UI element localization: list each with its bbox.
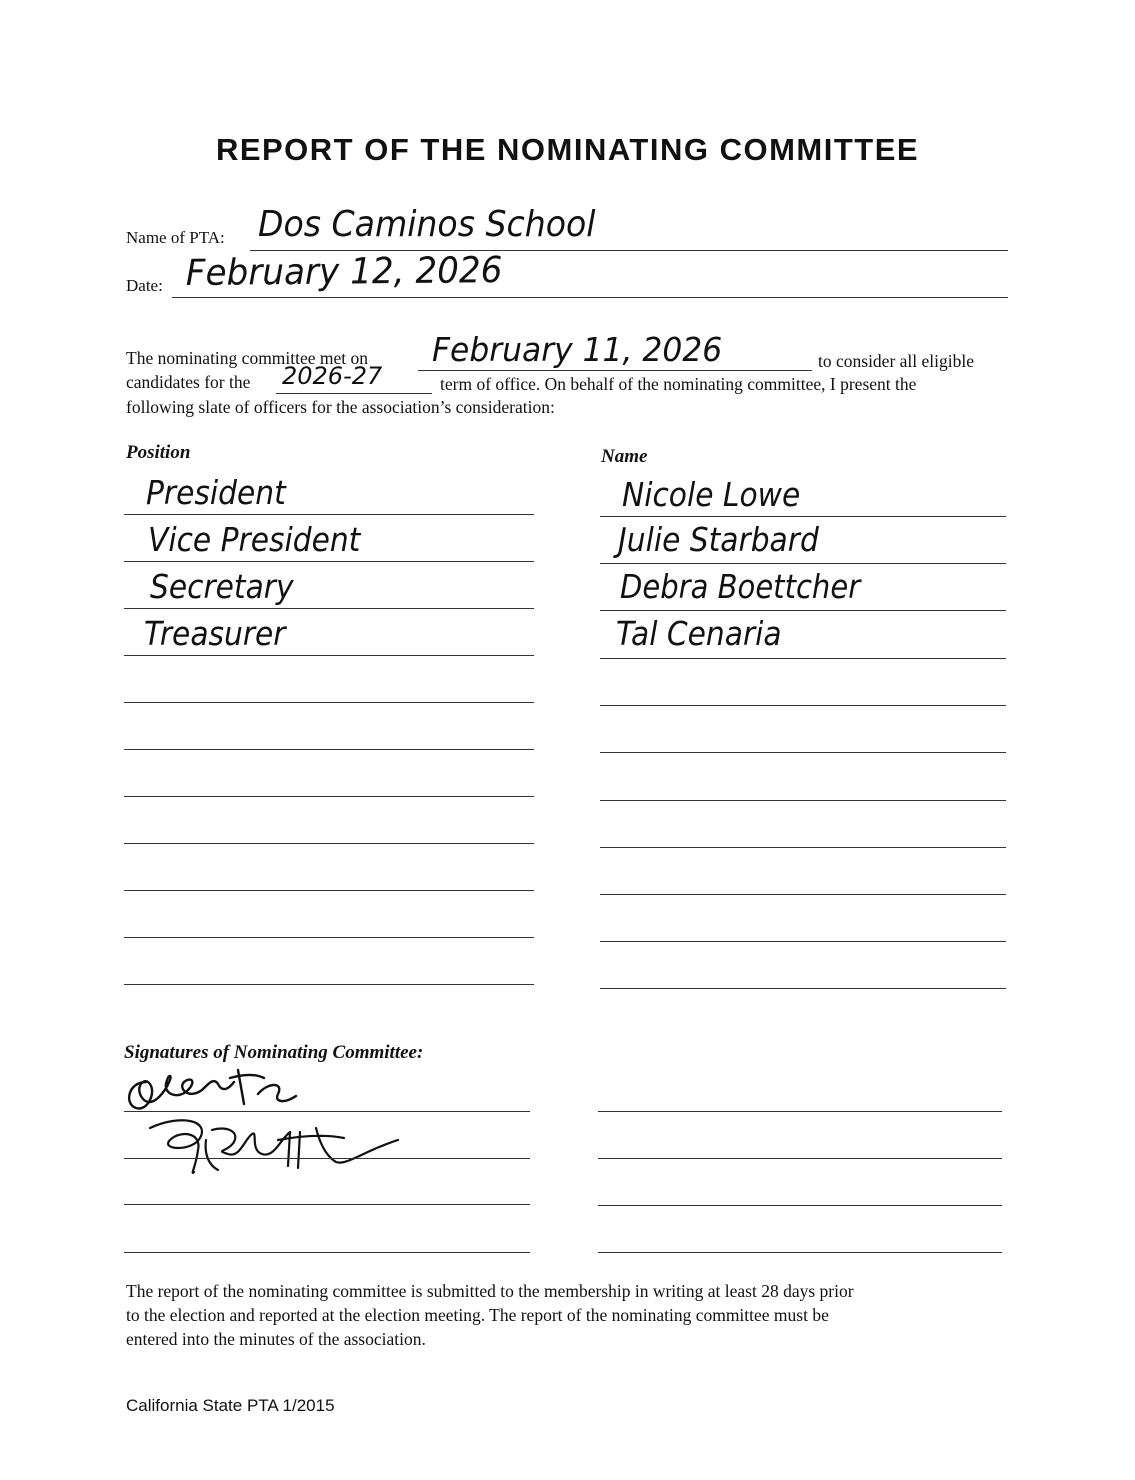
date-line (172, 297, 1008, 298)
name-line (600, 752, 1006, 753)
signature-2 (140, 1110, 410, 1180)
name-line (600, 610, 1006, 611)
intro-text-3: candidates for the (126, 372, 251, 392)
name-line (600, 988, 1006, 989)
intro-text-2: to consider all eligible (818, 351, 974, 371)
name-line (600, 563, 1006, 564)
footer-note-line: to the election and reported at the election meeting. The report of the nominating committee must be (126, 1305, 829, 1325)
position-line (124, 561, 534, 562)
position-line (124, 749, 534, 750)
form-id: California State PTA 1/2015 (126, 1396, 335, 1415)
date-label: Date: (126, 276, 163, 295)
term-value[interactable]: 2026-27 (282, 362, 383, 390)
signature-line (124, 1204, 530, 1205)
officer-position[interactable]: Vice President (148, 520, 361, 559)
signature-line (124, 1111, 530, 1112)
met-date-line (418, 370, 812, 371)
intro-text-5: following slate of officers for the association’s consideration: (126, 397, 555, 417)
name-line (600, 894, 1006, 895)
name-line (600, 847, 1006, 848)
position-line (124, 796, 534, 797)
met-date-value[interactable]: February 11, 2026 (432, 330, 723, 369)
intro-text-4: term of office. On behalf of the nominating committee, I present the (440, 374, 917, 394)
signature-line (598, 1252, 1002, 1253)
name-line (600, 705, 1006, 706)
name-line (600, 658, 1006, 659)
signature-1 (118, 1060, 318, 1115)
name-header: Name (601, 446, 648, 467)
officer-name[interactable]: Debra Boettcher (620, 567, 861, 606)
signature-line (124, 1252, 530, 1253)
footer-note-line: entered into the minutes of the association. (126, 1329, 426, 1349)
position-line (124, 514, 534, 515)
position-line (124, 937, 534, 938)
officer-position[interactable]: President (146, 473, 286, 512)
signature-line (124, 1158, 530, 1159)
form-title: REPORT OF THE NOMINATING COMMITTEE (215, 132, 920, 167)
officer-position[interactable]: Treasurer (144, 614, 286, 653)
name-line (600, 941, 1006, 942)
position-line (124, 702, 534, 703)
position-line (124, 890, 534, 891)
position-line (124, 608, 534, 609)
signature-line (598, 1158, 1002, 1159)
intro-text-1: The nominating committee met on (126, 348, 369, 368)
date-value[interactable]: February 12, 2026 (185, 250, 503, 294)
officer-name[interactable]: Julie Starbard (618, 520, 819, 559)
officer-position[interactable]: Secretary (150, 567, 294, 606)
position-line (124, 655, 534, 656)
pta-name-value[interactable]: Dos Caminos School (258, 204, 596, 245)
footer-note-line: The report of the nominating committee is submitted to the membership in writing at least 28 days prior (126, 1281, 854, 1301)
position-line (124, 843, 534, 844)
signatures-header: Signatures of Nominating Committee: (124, 1042, 424, 1063)
position-header: Position (126, 442, 191, 463)
signature-line (598, 1111, 1002, 1112)
pta-name-label: Name of PTA: (126, 228, 225, 247)
signature-line (598, 1205, 1002, 1206)
position-line (124, 984, 534, 985)
officer-name[interactable]: Nicole Lowe (622, 475, 801, 514)
name-line (600, 800, 1006, 801)
officer-name[interactable]: Tal Cenaria (616, 614, 782, 653)
term-line (276, 393, 432, 394)
name-line (600, 516, 1006, 517)
